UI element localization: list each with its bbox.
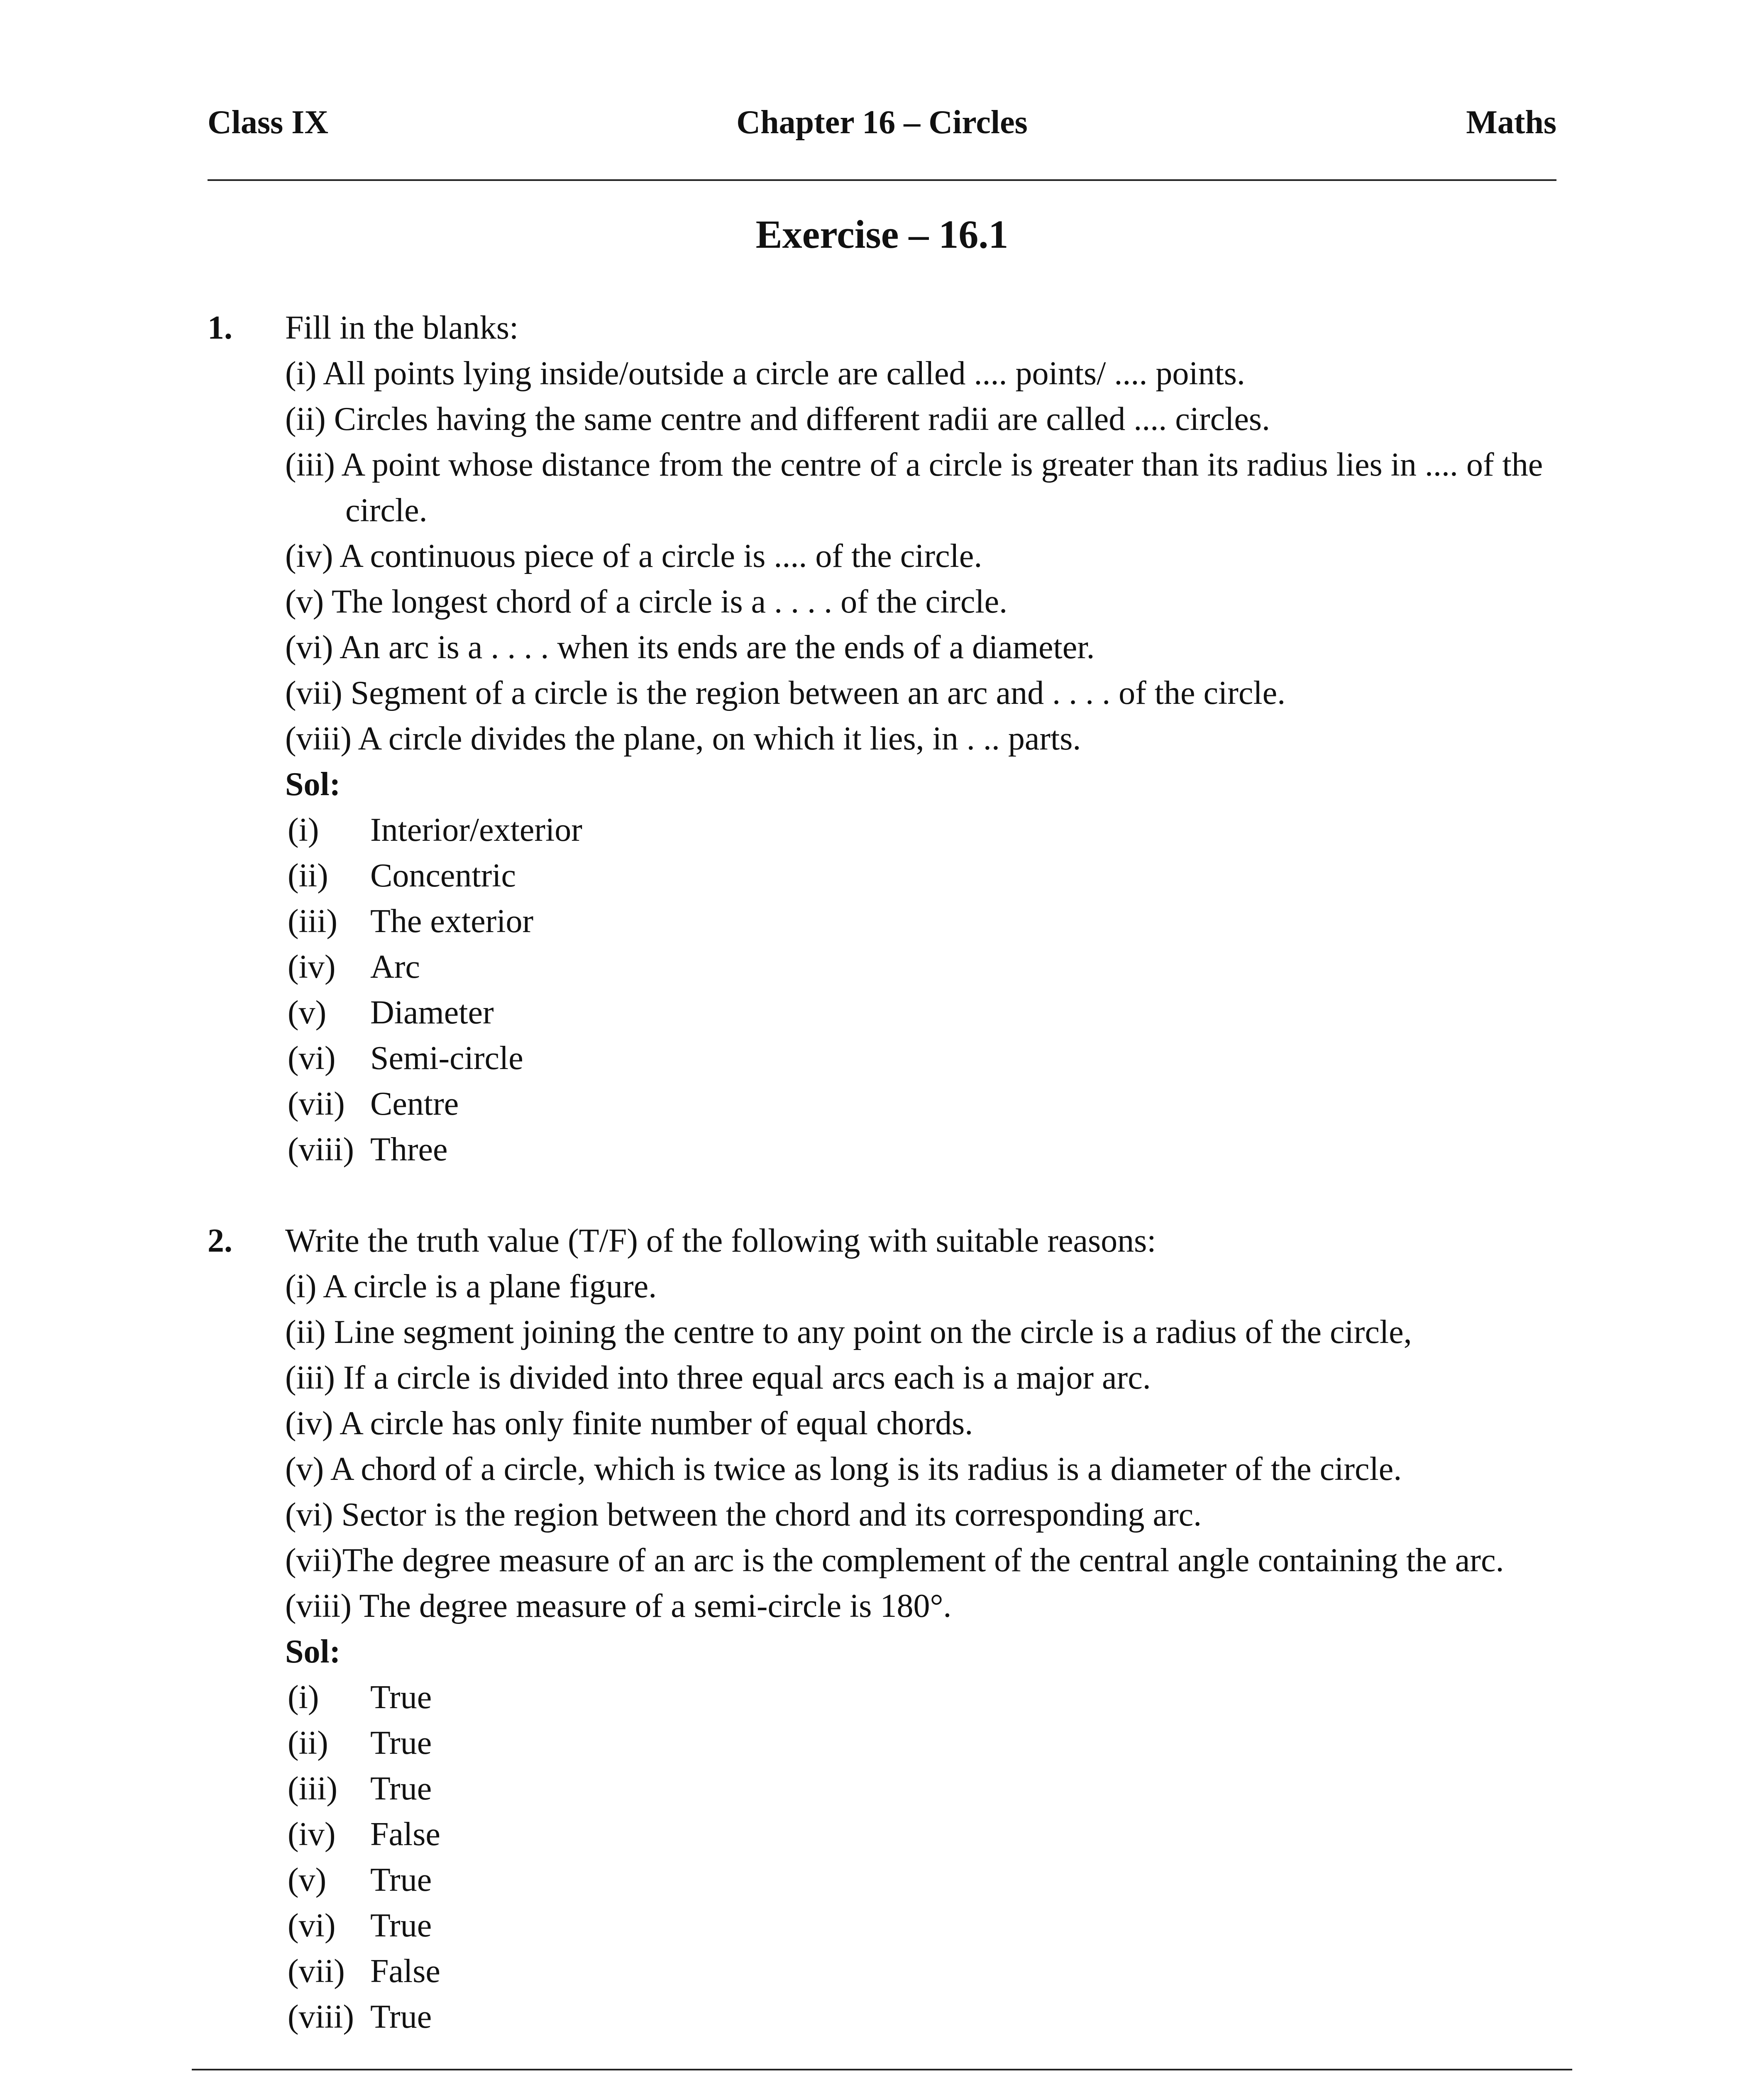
answer-text: Centre [370,1086,459,1122]
answer-row [285,1081,1566,1127]
question-number: 2. [208,1223,232,1259]
answer-label: (v) [288,994,327,1031]
answer-text: Interior/exterior [370,812,582,848]
answer-row [285,944,1566,990]
answer-text: The exterior [370,903,534,940]
header-subject: Maths [1466,104,1556,141]
question-item: (iii) If a circle is divided into three equal arcs each is a major arc. [285,1360,1151,1396]
answer-label: (iv) [288,949,336,985]
question-item: (v) A chord of a circle, which is twice as long is its radius is a diameter of the circle. [285,1451,1402,1487]
answer-row [285,1903,1566,1948]
answer-text: False [370,1816,440,1853]
solution-label: Sol: [285,1633,341,1670]
question-item: (iv) A continuous piece of a circle is .... of the circle. [285,538,982,574]
answer-label: (ii) [288,857,328,894]
question-number: 1. [208,310,232,346]
question-body [285,305,1566,1172]
answer-row [285,1127,1566,1172]
answer-text: Arc [370,949,420,985]
question-item: (viii) A circle divides the plane, on which it lies, in . .. parts. [285,720,1081,757]
answer-label: (vii) [288,1953,345,1990]
question-item: (iii) A point whose distance from the centre of a circle is greater than its radius lies in .... of the circle. [285,447,1543,529]
answer-label: (i) [288,812,319,848]
answer-row [285,853,1566,898]
answer-text: True [370,1907,432,1944]
answer-text: Diameter [370,994,494,1031]
answer-row [285,1675,1566,1720]
answer-text: True [370,1770,432,1807]
answer-label: (iii) [288,1770,337,1807]
answer-row [285,1811,1566,1857]
answer-label: (vii) [288,1086,345,1122]
question-item: (v) The longest chord of a circle is a . . . . of the circle. [285,583,1008,620]
question-prompt: Write the truth value (T/F) of the following with suitable reasons: [285,1223,1156,1259]
answer-text: True [370,1725,432,1761]
answer-label: (i) [288,1679,319,1716]
exercise-title: Exercise – 16.1 [755,212,1009,256]
question-item: (vii) Segment of a circle is the region between an arc and . . . . of the circle. [285,675,1286,711]
answer-label: (v) [288,1862,327,1898]
header-class: Class IX [208,104,329,141]
answer-text: Concentric [370,857,516,894]
answer-row [285,1766,1566,1811]
answer-label: (vi) [288,1907,336,1944]
question-item: (ii) Line segment joining the centre to any point on the circle is a radius of the circle, [285,1314,1412,1350]
answer-row [285,1857,1566,1903]
question-item: (vi) An arc is a . . . . when its ends are the ends of a diameter. [285,629,1095,666]
answer-label: (ii) [288,1725,328,1761]
question-item: (ii) Circles having the same centre and different radii are called .... circles. [285,401,1270,437]
footer-divider [192,2069,1572,2070]
answer-text: True [370,1679,432,1716]
answer-label: (iv) [288,1816,336,1853]
header-chapter: Chapter 16 – Circles [736,104,1028,141]
answer-row [285,1720,1566,1766]
answer-row [285,1035,1566,1081]
answer-row [285,898,1566,944]
question-item: (vi) Sector is the region between the chord and its corresponding arc. [285,1496,1202,1533]
question-item: (iv) A circle has only finite number of equal chords. [285,1405,973,1442]
answer-text: False [370,1953,440,1990]
page-header [208,100,1556,145]
answer-text: Semi-circle [370,1040,523,1077]
answer-text: Three [370,1131,448,1168]
answer-text: True [370,1862,432,1898]
question-item: (viii) The degree measure of a semi-circle is 180°. [285,1588,952,1624]
question-prompt: Fill in the blanks: [285,310,519,346]
answer-row [285,1948,1566,1994]
question-item: (vii)The degree measure of an arc is the complement of the central angle containing the arc. [285,1542,1504,1579]
answer-label: (viii) [288,1131,354,1168]
answer-label: (vi) [288,1040,336,1077]
solution-label: Sol: [285,766,341,803]
question-item: (i) A circle is a plane figure. [285,1268,657,1305]
question-body [285,1218,1566,2040]
answer-label: (viii) [288,1999,354,2035]
answer-label: (iii) [288,903,337,940]
answer-row [285,990,1566,1035]
answer-text: True [370,1999,432,2035]
answer-row [285,1994,1566,2040]
header-divider [208,179,1556,181]
answer-row [285,807,1566,853]
question-item: (i) All points lying inside/outside a circle are called .... points/ .... points. [285,355,1245,392]
